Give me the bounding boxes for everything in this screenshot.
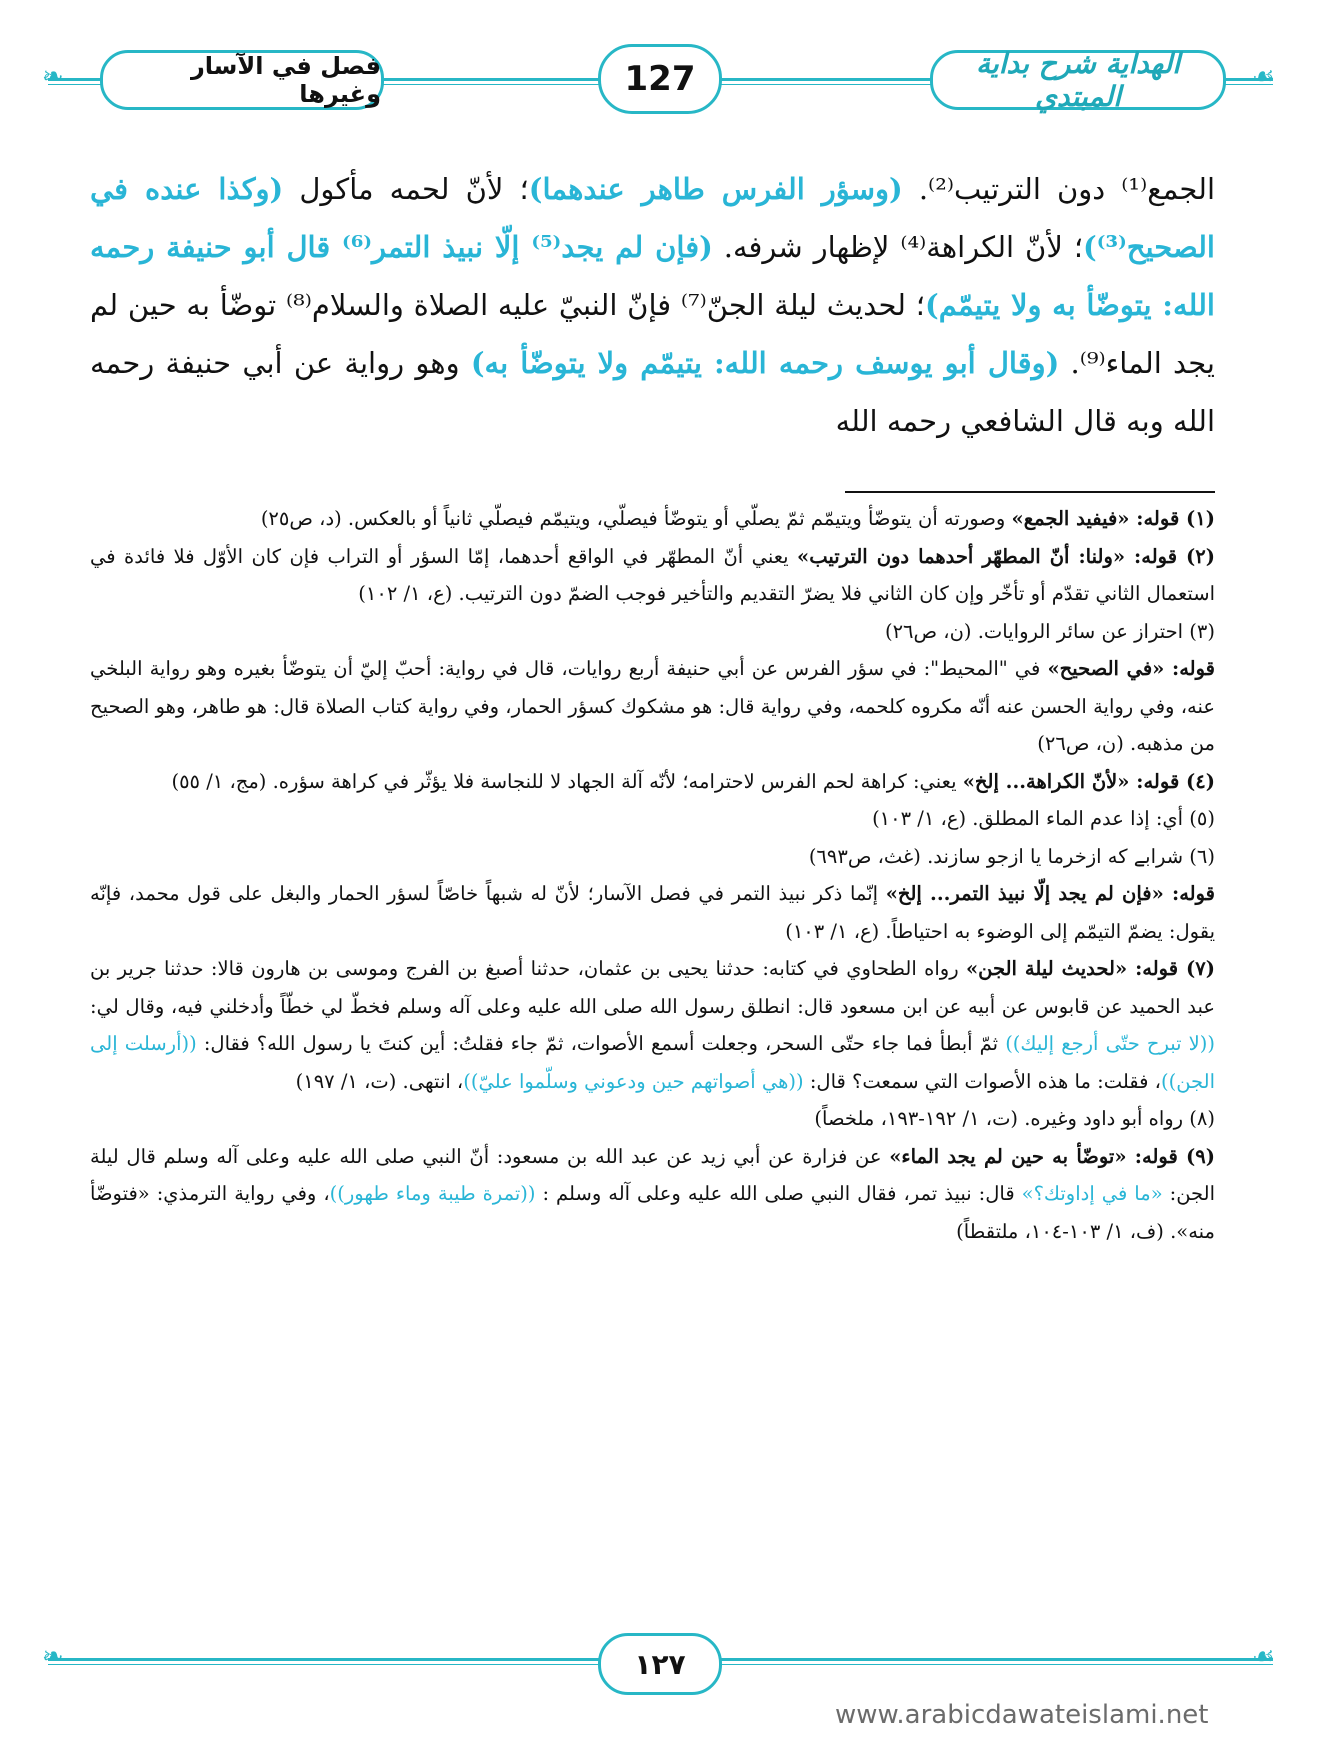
footnote-3-comment: [90, 650, 1215, 763]
main-seg-1: الجمع: [1147, 172, 1216, 206]
footnote-8: [90, 1100, 1215, 1138]
section-title: فصل في الآسار وغيرها: [190, 52, 381, 108]
footnote-7: [90, 950, 1215, 1100]
footnote-separator: [845, 491, 1215, 493]
footnote-text: (٦) شرابے كه ازخرما يا ازجو سازند. (غث، ص٦٩٣): [808, 844, 1215, 868]
footnote-5: [90, 800, 1215, 838]
main-text: [90, 160, 1215, 450]
footnote-text: (٣) احتراز عن سائر الروايات. (ن، ص٢٦): [884, 619, 1215, 643]
footnote-text: (٥) أي: إذا عدم الماء المطلق. (ع، ١/ ١٠٣): [872, 807, 1215, 830]
footnote-text: في "المحيط": في سؤر الفرس عن أبي حنيفة أربع روايات، قال في رواية: أحبّ إليّ أن يتوضّأ بغيره وهو رواية البلخي عنه، وفي رواية الحسن عنه أنّه مكروه كلحمه، وفي رواية قال: هو مشكوك كسؤر الحمار، وفي رواية كتاب الصلاة قال: هو طاهر، وهو الصحيح من مذهبه. (ن، ص٢٦): [90, 657, 1215, 755]
main-quote-1: (وسؤر الفرس طاهر عندهما): [528, 172, 903, 206]
footnote-quote: ((هي أصواتهم حين ودعوني وسلّموا عليّ)): [463, 1069, 804, 1093]
footnote-6: [90, 838, 1215, 876]
footnote-9: [90, 1138, 1215, 1251]
footnote-1: [90, 500, 1215, 538]
main-seg-4: ؛ لأنّ لحمه مأكول: [283, 172, 529, 206]
footer-ornament-right-icon: ☙: [1252, 1642, 1276, 1672]
footnote-quote: «ما في إداوتك؟»: [1021, 1182, 1163, 1205]
website-link[interactable]: www.arabicdawateislami.net: [835, 1700, 1209, 1730]
footer-page-number: ١٢٧: [634, 1647, 686, 1681]
footer-ornament-left-icon: ❧: [42, 1642, 64, 1672]
footnote-4: [90, 763, 1215, 801]
main-quote-3: (فإن لم يجد⁽⁵⁾ إلّا نبيذ التمر⁽⁶⁾ قال أبو حنيفة رحمه الله: يتوضّأ به ولا يتيمّم): [90, 230, 1215, 322]
page-number-pill: [598, 44, 722, 114]
footnote-lead: (٢) قوله: «ولنا: أنّ المطهّر أحدهما دون الترتيب»: [797, 544, 1215, 568]
main-seg-6: ؛ لأنّ الكراهة⁽⁴⁾ لإظهار شرفه.: [712, 230, 1084, 264]
footnote-lead: (١) قوله: «فيفيد الجمع»: [1011, 507, 1215, 530]
footnote-text: وصورته أن يتوضّأ ويتيمّم ثمّ يصلّي أو يتوضّأ فيصلّي، ويتيمّم فيصلّي ثانياً أو بالعكس. (د، ص٢٥): [260, 507, 1012, 530]
footnote-quote: ((لا تبرح حتّى أرجع إليك)): [1005, 1032, 1215, 1055]
footnote-quote: ((أرسلت إلى الجن)): [90, 1032, 1215, 1093]
main-quote-4: (وقال أبو يوسف رحمه الله: يتيمّم ولا يتوضّأ به): [470, 346, 1060, 380]
book-title: الهداية شرح بداية المبتدي: [975, 47, 1181, 113]
main-seg-10: وهو رواية عن أبي حنيفة رحمه الله وبه قال الشافعي رحمه الله: [90, 346, 1215, 438]
main-quote-2: (وكذا عنده في الصحيح⁽³⁾): [90, 172, 1215, 264]
main-seg-8: ؛ لحديث ليلة الجنّ⁽⁷⁾ فإنّ النبيّ عليه الصلاة والسلام⁽⁸⁾ توضّأ به حين لم يجد الماء⁽⁹⁾.: [90, 288, 1215, 380]
footnote-lead: (٤) قوله: «لأنّ الكراهة... إلخ»: [962, 769, 1215, 793]
footnote-lead: قوله: «فإن لم يجد إلّا نبيذ التمر... إلخ»: [885, 882, 1215, 905]
footer-page-number-pill: [598, 1633, 722, 1695]
footnote-lead: (٧) قوله: «لحديث ليلة الجن»: [965, 957, 1215, 980]
footnote-6-comment: [90, 875, 1215, 950]
main-seg-2: ⁽¹⁾ دون الترتيب⁽²⁾.: [902, 172, 1148, 206]
page-number: 127: [624, 59, 696, 99]
footnote-text: عن فزارة عن أبي زيد عن عبد الله بن مسعود: أنّ النبي صلى الله عليه وعلى آله وسلم قال ليلة الجن:: [90, 1144, 1216, 1205]
footnote-text: إنّما ذكر نبيذ التمر في فصل الآسار؛ لأنّ له شبهاً خاصّاً لسؤر الحمار والبغل على قول محمد، فإنّه يقول: يضمّ التيمّم إلى الوضوء به احتياطاً. (ع، ١/ ١٠٣): [90, 882, 1215, 943]
footnote-text: (٨) رواه أبو داود وغيره. (ت، ١/ ١٩٢-١٩٣، ملخصاً): [814, 1107, 1215, 1130]
footnote-text: ، وفي رواية الترمذي: «فتوضّأ منه». (ف، ١/ ١٠٣-١٠٤، ملتقطاً): [90, 1182, 1215, 1243]
footnote-2: [90, 538, 1215, 613]
ornament-right-icon: ☙: [1252, 62, 1276, 92]
footnotes: [90, 500, 1215, 1250]
book-title-pill: [930, 47, 1226, 113]
footnote-lead: قوله: «في الصحيح»: [1047, 657, 1216, 680]
footnote-text: ، انتهى. (ت، ١/ ١٩٧): [295, 1069, 464, 1093]
footnote-3: [90, 613, 1215, 651]
ornament-left-icon: ❧: [42, 62, 64, 92]
section-title-pill: [100, 50, 384, 110]
footnote-text: قال: نبيذ تمر، فقال النبي صلى الله عليه وعلى آله وسلم :: [535, 1182, 1022, 1205]
footnote-text: ، فقلت: ما هذه الأصوات التي سمعت؟ قال:: [803, 1069, 1161, 1093]
footnote-text: يعني أنّ المطهّر في الواقع أحدهما، إمّا السؤر أو التراب فإن كان الأوّل فلا فائدة في استعمال الثاني تقدّم أو تأخّر وإن كان الثاني فلا يضرّ التقديم والتأخير فوجب الضمّ دون الترتيب. (ع، ١/ ١٠٢): [90, 544, 1215, 605]
footnote-text: ثمّ أبطأ فما جاء حتّى السحر، وجعلت أسمع الأصوات، ثمّ جاء فقلتُ: أين كنتَ يا رسول الله؟ فقال:: [196, 1032, 1006, 1055]
footnote-text: رواه الطحاوي في كتابه: حدثنا يحيى بن عثمان، حدثنا أصبغ بن الفرج وموسى بن هارون قالا: حدثنا جرير بن عبد الحميد عن قابوس عن أبيه عن ابن مسعود قال: انطلق رسول الله صلى الله عليه وعلى آله وسلم فخطّ لي خطّاً وأدخلني فيه، وقال لي:: [90, 957, 1215, 1018]
footnote-lead: (٩) قوله: «توضّأ به حين لم يجد الماء»: [889, 1144, 1215, 1168]
footnote-text: يعني: كراهة لحم الفرس لاحترامه؛ لأنّه آلة الجهاد لا للنجاسة فلا يؤثّر في كراهة سؤره. (مج، ١/ ٥٥): [171, 769, 963, 793]
footnote-quote: ((تمرة طيبة وماء طهور)): [329, 1182, 536, 1205]
